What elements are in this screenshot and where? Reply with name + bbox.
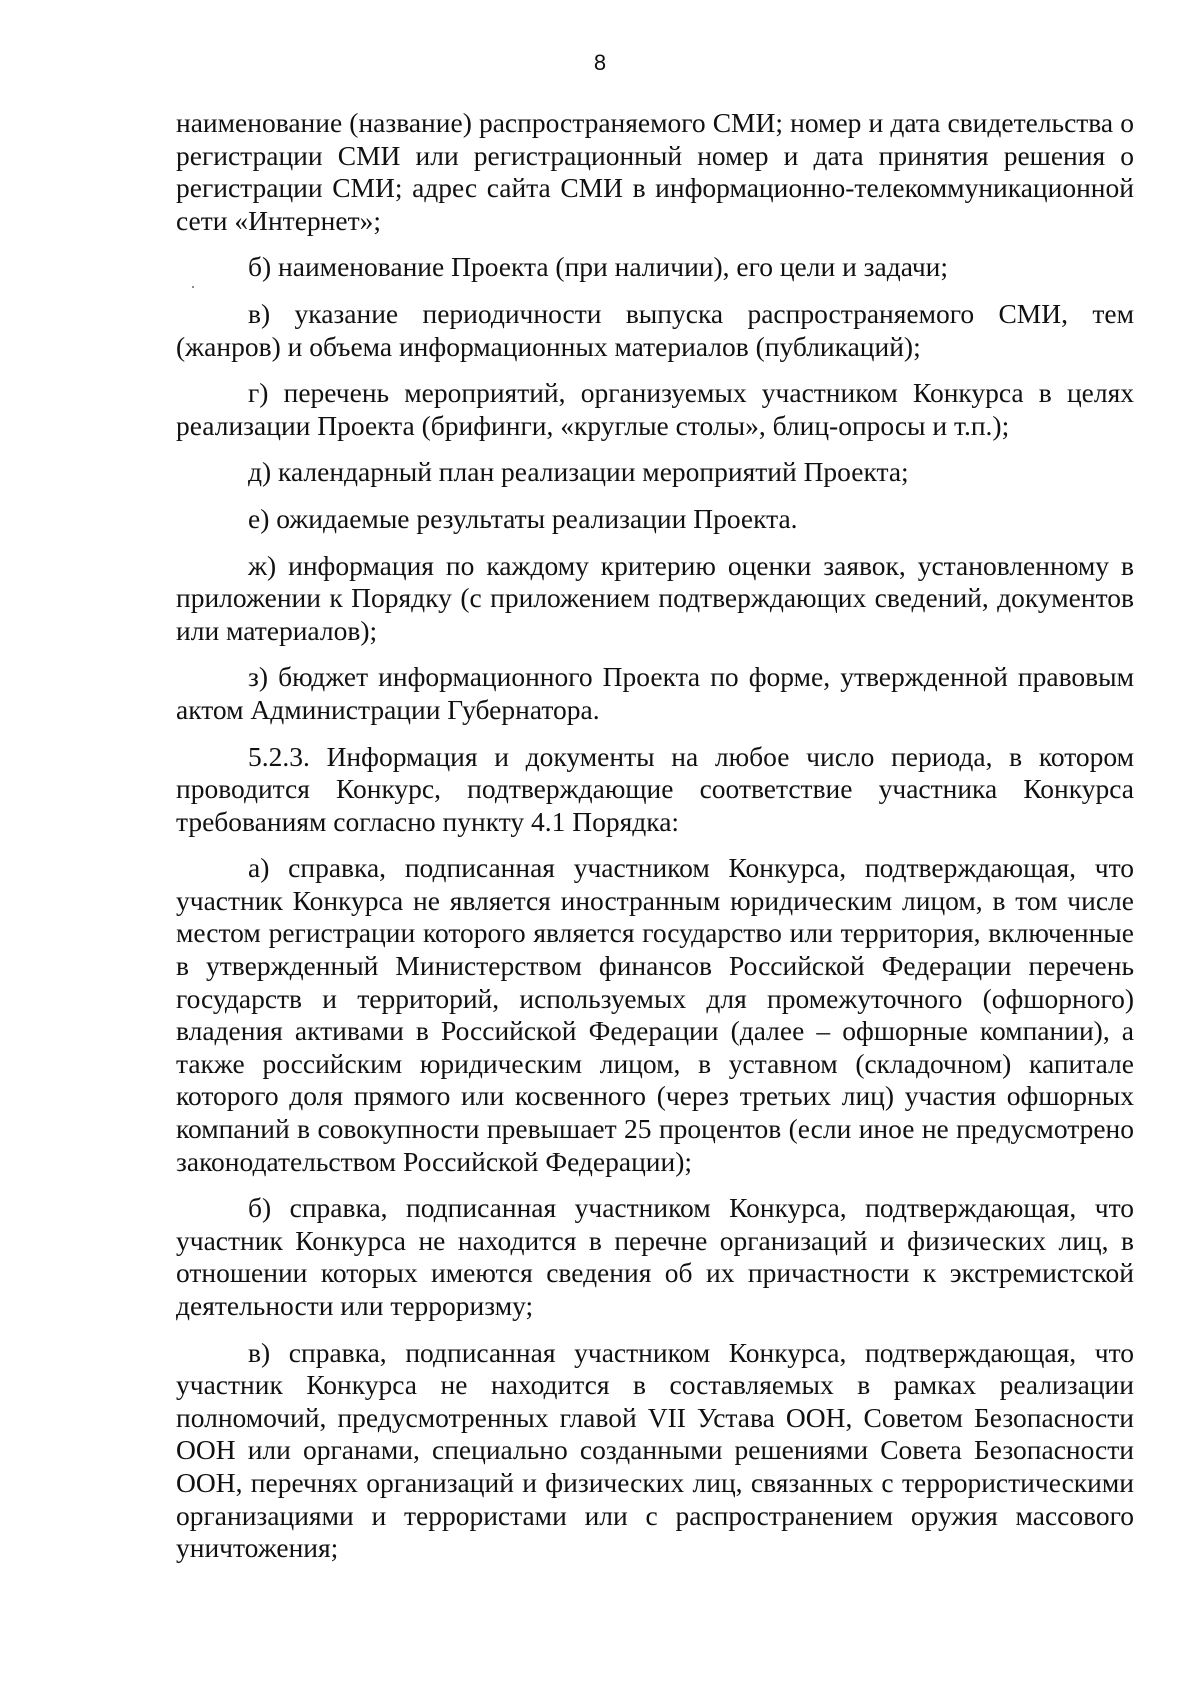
document-body: [176, 107, 1134, 1579]
paragraph-z-budget: з) бюджет информационного Проекта по форме, утвержденной правовым актом Администрации Губернатора.: [176, 661, 1134, 725]
paragraph-zh-criteria: ж) информация по каждому критерию оценки заявок, установленному в приложении к Порядку (с приложением подтверждающих сведений, документов или материалов);: [176, 549, 1134, 646]
paragraph-v-un-lists: в) справка, подписанная участником Конкурса, подтверждающая, что участник Конкурса не находится в составляемых в рамках реализации полномочий, предусмотренных главой VII Устава ООН, Советом Безопасности ООН или органами, специально созданными решениями Совета Безопасности ООН, перечнях организаций и физических лиц, связанных с террористическими организациями и террористами или с распространением оружия массового уничтожения;: [176, 1336, 1134, 1564]
paragraph-v-periodicity: в) указание периодичности выпуска распространяемого СМИ, тем (жанров) и объема информационных материалов (публикаций);: [176, 297, 1134, 362]
page-number: 8: [593, 50, 607, 75]
paragraph-d-calendar: д) календарный план реализации мероприятий Проекта;: [248, 456, 909, 488]
paragraph-b-project-name: б) наименование Проекта (при наличии), его цели и задачи;: [248, 251, 949, 283]
paragraph-5-2-3: 5.2.3. Информация и документы на любое число периода, в котором проводится Конкурс, подтверждающие соответствие участника Конкурса требованиям согласно пункту 4.1 Порядка:: [176, 740, 1134, 837]
paragraph-a-offshore: а) справка, подписанная участником Конкурса, подтверждающая, что участник Конкурса не является иностранным юридическим лицом, в том числе местом регистрации которого является государство или территория, включенные в утвержденный Министерством финансов Российской Федерации перечень государств и территорий, используемых для промежуточного (офшорного) владения активами в Российской Федерации (далее – офшорные компании), а также российским юридическим лицом, в уставном (складочном) капитале которого доля прямого или косвенного (через третьих лиц) участия офшорных компаний в совокупности превышает 25 процентов (если иное не предусмотрено законодательством Российской Федерации);: [176, 852, 1134, 1177]
paragraph-media-registration: наименование (название) распространяемого СМИ; номер и дата свидетельства о регистрации СМИ или регистрационный номер и дата принятия решения о регистрации СМИ; адрес сайта СМИ в информационно-телекоммуникационной сети «Интернет»;: [176, 107, 1134, 236]
paragraph-g-events: г) перечень мероприятий, организуемых участником Конкурса в целях реализации Проекта (брифинги, «круглые столы», блиц-опросы и т.п.);: [176, 377, 1134, 441]
paragraph-e-results: е) ожидаемые результаты реализации Проекта.: [248, 502, 798, 534]
paragraph-b-extremism: б) справка, подписанная участником Конкурса, подтверждающая, что участник Конкурса не находится в перечне организаций и физических лиц, в отношении которых имеются сведения об их причастности к экстремистской деятельности или терроризму;: [176, 1192, 1134, 1321]
